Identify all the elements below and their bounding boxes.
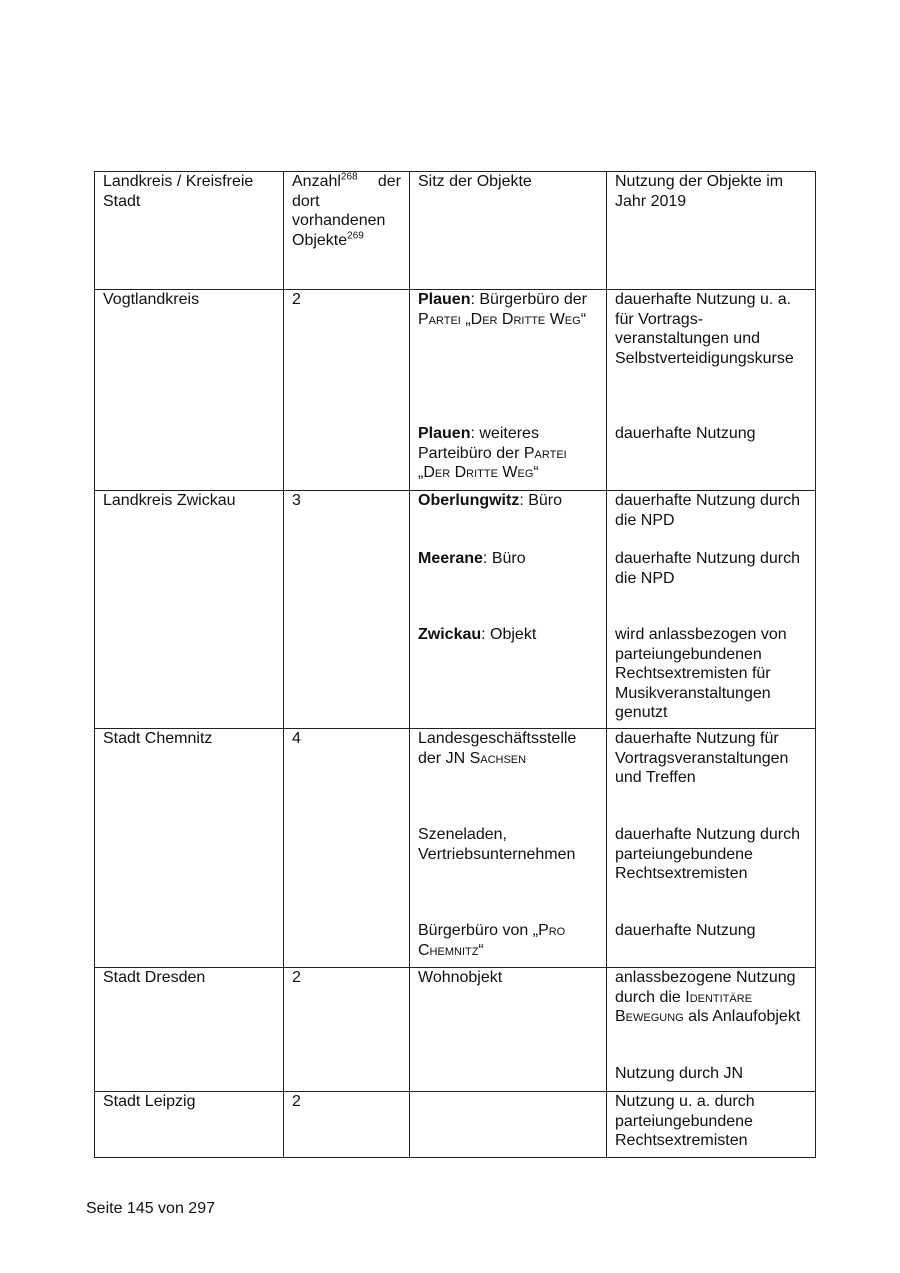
table-row bbox=[95, 1092, 816, 1158]
header-sitz: Sitz der Objekte bbox=[410, 172, 607, 290]
footnote-ref-268: 268 bbox=[340, 171, 358, 183]
nutzung-cell: dauerhafte Nutzung durch die NPD dauerhafte Nutzung durch die NPD wird anlassbezogen von parteiungebundenen Rechtsextremisten für Musikveranstaltungen genutzt bbox=[607, 491, 816, 729]
region-cell: Landkreis Zwickau bbox=[95, 491, 284, 729]
count-cell: 2 bbox=[284, 290, 410, 491]
footnote-ref-269: 269 bbox=[347, 230, 364, 242]
table-row bbox=[95, 491, 816, 729]
header-anzahl: Anzahl$^{268}$ der dort vorhandenen Objekte$^{269}$ bbox=[284, 172, 410, 290]
sitz-cell: Oberlungwitz: Büro Meerane: Büro Zwickau: Objekt bbox=[410, 491, 607, 729]
table-row bbox=[95, 290, 816, 491]
page-number: Seite 145 von 297 bbox=[86, 1200, 215, 1217]
region-cell: Stadt Dresden bbox=[95, 968, 284, 1092]
objects-table bbox=[94, 171, 816, 1158]
sitz-cell bbox=[410, 1092, 607, 1158]
table-row bbox=[95, 729, 816, 968]
nutzung-cell: anlassbezogene Nutzung durch die Identitäre Bewegung als Anlaufobjekt Nutzung durch JN bbox=[607, 968, 816, 1092]
table-header-row bbox=[95, 172, 816, 290]
header-nutzung: Nutzung der Objekte im Jahr 2019 bbox=[607, 172, 816, 290]
count-cell: 4 bbox=[284, 729, 410, 968]
count-cell: 2 bbox=[284, 1092, 410, 1158]
nutzung-cell: Nutzung u. a. durch parteiungebundene Rechtsextremisten bbox=[607, 1092, 816, 1158]
nutzung-cell: dauerhafte Nutzung für Vortragsveranstaltungen und Treffen dauerhafte Nutzung durch parteiungebundene Rechtsextremisten dauerhafte Nutzung bbox=[607, 729, 816, 968]
sitz-cell: Landesgeschäftsstelle der JN Sachsen Szeneladen, Vertriebsunternehmen Bürgerbüro von „Pro Chemnitz“ bbox=[410, 729, 607, 968]
region-cell: Stadt Chemnitz bbox=[95, 729, 284, 968]
nutzung-cell: dauerhafte Nutzung u. a. für Vortrags-veranstaltungen und Selbstverteidigungskurse dauerhafte Nutzung bbox=[607, 290, 816, 491]
count-cell: 2 bbox=[284, 968, 410, 1092]
table-row bbox=[95, 968, 816, 1092]
region-cell: Vogtlandkreis bbox=[95, 290, 284, 491]
region-cell: Stadt Leipzig bbox=[95, 1092, 284, 1158]
count-cell: 3 bbox=[284, 491, 410, 729]
sitz-cell: Wohnobjekt bbox=[410, 968, 607, 1092]
sitz-cell: Plauen: Bürgerbüro der Partei „Der Dritte Weg“ Plauen: weiteres Parteibüro der Partei „Der Dritte Weg“ bbox=[410, 290, 607, 491]
header-landkreis: Landkreis / Kreisfreie Stadt bbox=[95, 172, 284, 290]
